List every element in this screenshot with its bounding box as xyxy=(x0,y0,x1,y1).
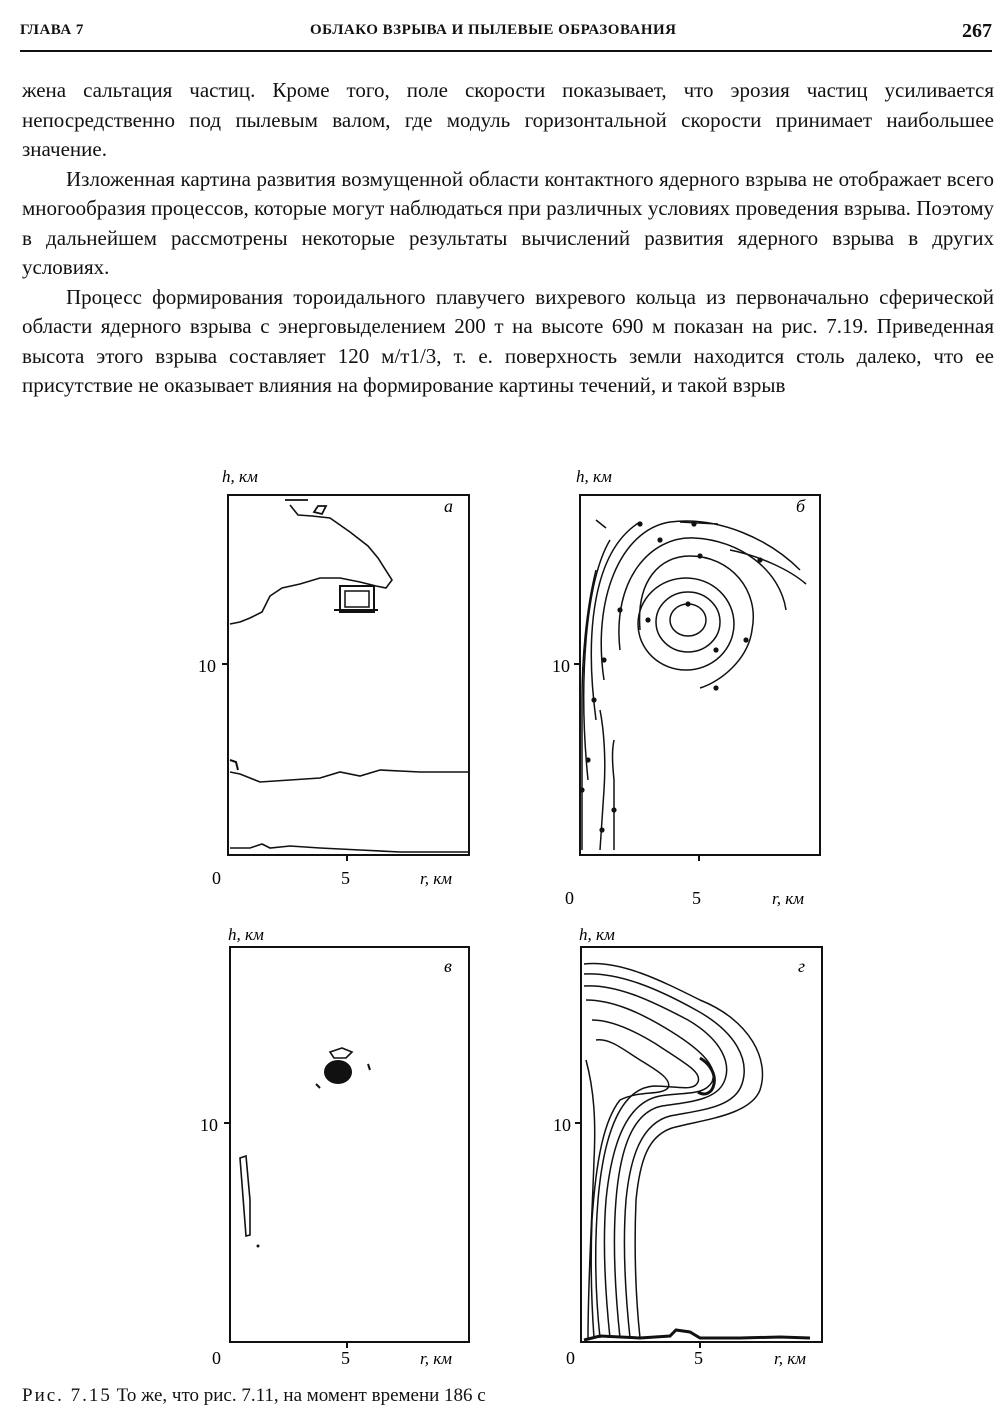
caption-text: То же, что рис. 7.11, на момент времени 186 с xyxy=(116,1385,486,1406)
panel-c-tick-x5: 5 xyxy=(341,1348,350,1368)
panel-c-xlabel: r, км xyxy=(420,1349,453,1368)
panel-c-tick-x0: 0 xyxy=(212,1348,221,1368)
panel-c-tick-y10: 10 xyxy=(200,1115,218,1135)
panel-b-streamlines xyxy=(582,520,806,850)
figure-caption xyxy=(22,1385,486,1407)
panel-c-ylabel: h, км xyxy=(228,925,264,944)
panel-b-tick-x0: 0 xyxy=(565,888,574,908)
panel-a-layer-2 xyxy=(230,844,468,852)
panel-c-core xyxy=(324,1060,352,1084)
panel-d-ylabel: h, км xyxy=(579,925,615,944)
panel-d xyxy=(553,925,822,1368)
page-header xyxy=(20,18,992,52)
panel-c-debris-column xyxy=(240,1156,250,1236)
panel-d-letter: г xyxy=(798,956,806,976)
panel-a xyxy=(198,467,469,888)
panel-a-xlabel: r, км xyxy=(420,869,453,888)
panel-b-xlabel: r, км xyxy=(772,889,805,908)
page-number: 267 xyxy=(962,20,992,42)
body-text xyxy=(22,76,994,401)
paragraph-1: жена сальтация частиц. Кроме того, поле скорости показывает, что эрозия частиц усиливается непосредственно под пылевым валом, где модуль горизонтальной скорости принимает наибольшее значение. xyxy=(22,78,994,161)
panel-c-letter: в xyxy=(444,956,452,976)
paragraph-2: Изложенная картина развития возмущенной области контактного ядерного взрыва не отображает всего многообразия процессов, которые могут наблюдаться при различных условиях проведения взрыва. Поэтому в дальнейшем рассмотрены некоторые результаты вычислений развития ядерного взрыва в других условиях. xyxy=(22,166,994,279)
panel-b-letter: б xyxy=(796,496,806,516)
panel-a-tick-y10: 10 xyxy=(198,656,216,676)
panel-d-xlabel: r, км xyxy=(774,1349,807,1368)
running-title: ОБЛАКО ВЗРЫВА И ПЫЛЕВЫЕ ОБРАЗОВАНИЯ xyxy=(310,22,677,38)
panel-a-cloud-top-contour xyxy=(230,505,392,624)
panel-d-contours xyxy=(584,963,763,1338)
panel-a-tick-x5: 5 xyxy=(341,868,350,888)
paragraph-3: Процесс формирования тороидального плавучего вихревого кольца из первоначально сферической области ядерного взрыва с энерговыделением 200 т на высоте 690 м показан на рис. 7.19. Приведенная высота этого взрыва составляет 120 м/т1/3, т. е. поверхность земли находится столь далеко, что ее присутствие не оказывает влияния на формирование картины течений, и такой взрыв xyxy=(22,284,994,397)
panel-d-tick-x5: 5 xyxy=(694,1348,703,1368)
panel-a-ylabel: h, км xyxy=(222,467,258,486)
chapter-label: ГЛАВА 7 xyxy=(20,22,84,38)
panel-d-ground-dust xyxy=(584,1330,810,1340)
panel-b xyxy=(552,467,820,908)
panel-a-letter: а xyxy=(444,496,453,516)
panel-b-tick-y10: 10 xyxy=(552,656,570,676)
caption-label: Рис. 7.15 xyxy=(22,1385,112,1406)
panel-c xyxy=(200,925,469,1368)
panel-b-ylabel: h, км xyxy=(576,467,612,486)
panel-d-tick-x0: 0 xyxy=(566,1348,575,1368)
panel-b-tick-x5: 5 xyxy=(692,888,701,908)
panel-d-tick-y10: 10 xyxy=(553,1115,571,1135)
figure-7-15 xyxy=(0,460,1008,1380)
panel-a-tick-x0: 0 xyxy=(212,868,221,888)
panel-a-layer-1 xyxy=(230,770,468,782)
